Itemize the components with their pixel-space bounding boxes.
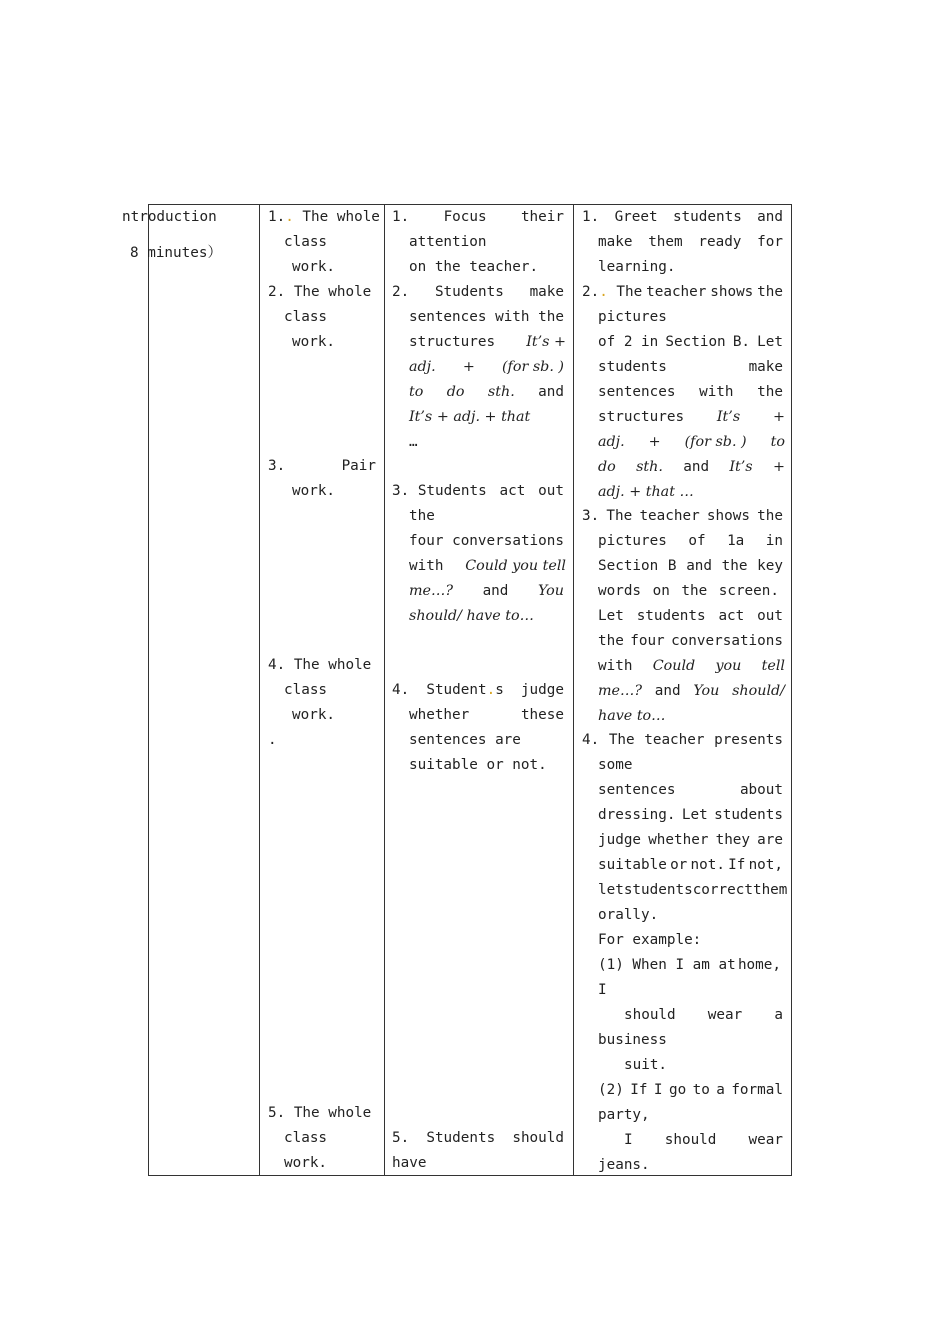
teacher-item-3: 3. The teacher shows the <box>582 508 783 524</box>
students-item-1-line: attention <box>409 234 487 250</box>
teacher-item-4-line: I should wear <box>624 1132 783 1148</box>
form-item-2-line: work. <box>292 334 336 350</box>
form-item-5-line: work. <box>284 1155 328 1171</box>
teacher-item-2-line: students make <box>598 359 783 375</box>
students-item-4-line: sentences are <box>409 732 521 748</box>
teacher-item-3-line: Section B and the key <box>598 558 783 574</box>
teacher-item-2-line: of 2 in Section B. Let <box>598 334 783 350</box>
form-item-2: 2. The whole <box>268 284 372 300</box>
students-item-3: 3. Students act out <box>392 483 564 499</box>
teacher-item-4-line: let students correct them <box>598 882 788 898</box>
teacher-item-4-line: suitable or not. If not, <box>598 857 783 873</box>
form-item-3-line: work. <box>292 483 336 499</box>
students-item-3-line: the <box>409 508 435 524</box>
stage-title: ntroduction <box>122 209 217 225</box>
students-item-3-line: four conversations <box>409 533 564 549</box>
stage-duration: 8 minutes） <box>130 245 222 261</box>
students-item-3-line: with Could you tell <box>409 558 566 574</box>
teacher-item-1: 1. Greet students and <box>582 209 783 225</box>
teacher-item-4-line: suit. <box>624 1057 668 1073</box>
students-item-4: 4. Student.s judge <box>392 682 564 698</box>
teacher-item-4-line: jeans. <box>598 1157 650 1173</box>
teacher-item-3-line: with Could you tell <box>598 658 785 674</box>
students-item-3-line: should/ have to… <box>409 608 534 624</box>
students-item-2-line: structures It’s + <box>409 334 566 350</box>
teacher-item-3-line: the four conversations <box>598 633 783 649</box>
teacher-item-1-line: make them ready for <box>598 234 783 250</box>
teacher-item-4-line: should wear a <box>624 1007 783 1023</box>
teacher-item-2-line: structures It’s + <box>598 409 785 425</box>
form-item-5: 5. The whole <box>268 1105 372 1121</box>
teacher-item-4-line: dressing. Let students <box>598 807 783 823</box>
students-item-1-line: on the teacher. <box>409 259 539 275</box>
teacher-item-2: 2.. The teacher shows the <box>582 284 783 300</box>
teacher-item-2-line: pictures <box>598 309 667 325</box>
teacher-item-1-line: learning. <box>598 259 676 275</box>
form-item-4: 4. The whole <box>268 657 372 673</box>
teacher-item-4-line: some <box>598 757 633 773</box>
students-item-2-line: It’s + adj. + that <box>409 409 531 425</box>
teacher-item-4-line: orally. <box>598 907 659 923</box>
students-item-2: 2. Students make <box>392 284 564 300</box>
teacher-item-4-line: (2) If I go to a formal <box>598 1082 783 1098</box>
form-item-5-line: class <box>284 1130 328 1146</box>
students-item-2-line: adj. + (for sb. ) <box>409 359 564 375</box>
teacher-item-4-line: party, <box>598 1107 650 1123</box>
form-item-1-line: class <box>284 234 328 250</box>
teacher-item-4-line: For example: <box>598 932 702 948</box>
students-item-1: 1. Focus their <box>392 209 564 225</box>
column-divider <box>384 205 385 1175</box>
form-item-2-line: class <box>284 309 328 325</box>
teacher-item-3-line: words on the screen. <box>598 583 779 599</box>
form-item-4-line: class <box>284 682 328 698</box>
students-item-2-line: … <box>409 434 418 450</box>
teacher-item-2-line: sentences with the <box>598 384 783 400</box>
students-item-4-line: suitable or not. <box>409 757 547 773</box>
teacher-item-2-line: adj. + (for sb. ) to <box>598 434 785 450</box>
form-item-4-line: work. <box>292 707 336 723</box>
teacher-item-3-line: Let students act out <box>598 608 783 624</box>
column-divider <box>573 205 574 1175</box>
teacher-item-4-line: I <box>598 982 607 998</box>
students-item-4-line: whether these <box>409 707 564 723</box>
teacher-item-4-line: (1) When I am at home, <box>598 957 781 973</box>
students-item-5: 5. Students should <box>392 1130 564 1146</box>
form-item-1: 1.. The whole <box>268 209 380 225</box>
students-item-2-line: to do sth. and <box>409 384 564 400</box>
students-item-5-line: have <box>392 1155 427 1171</box>
teacher-item-3-line: have to… <box>598 708 666 724</box>
teacher-item-4-line: business <box>598 1032 667 1048</box>
form-item-3: 3. Pair <box>268 458 376 474</box>
students-item-2-line: sentences with the <box>409 309 564 325</box>
teacher-item-3-line: me…? and You should/ <box>598 683 785 699</box>
form-item-1-line: work. <box>292 259 336 275</box>
form-item-4-line: . <box>268 732 277 748</box>
teacher-item-4-line: sentences about <box>598 782 783 798</box>
teacher-item-3-line: pictures of 1a in <box>598 533 783 549</box>
teacher-item-2-line: do sth. and It’s + <box>598 459 785 475</box>
teacher-item-4: 4. The teacher presents <box>582 732 783 748</box>
students-item-3-line: me…? and You <box>409 583 564 599</box>
teacher-item-2-line: adj. + that … <box>598 484 694 500</box>
column-divider <box>259 205 260 1175</box>
teacher-item-4-line: judge whether they are <box>598 832 783 848</box>
